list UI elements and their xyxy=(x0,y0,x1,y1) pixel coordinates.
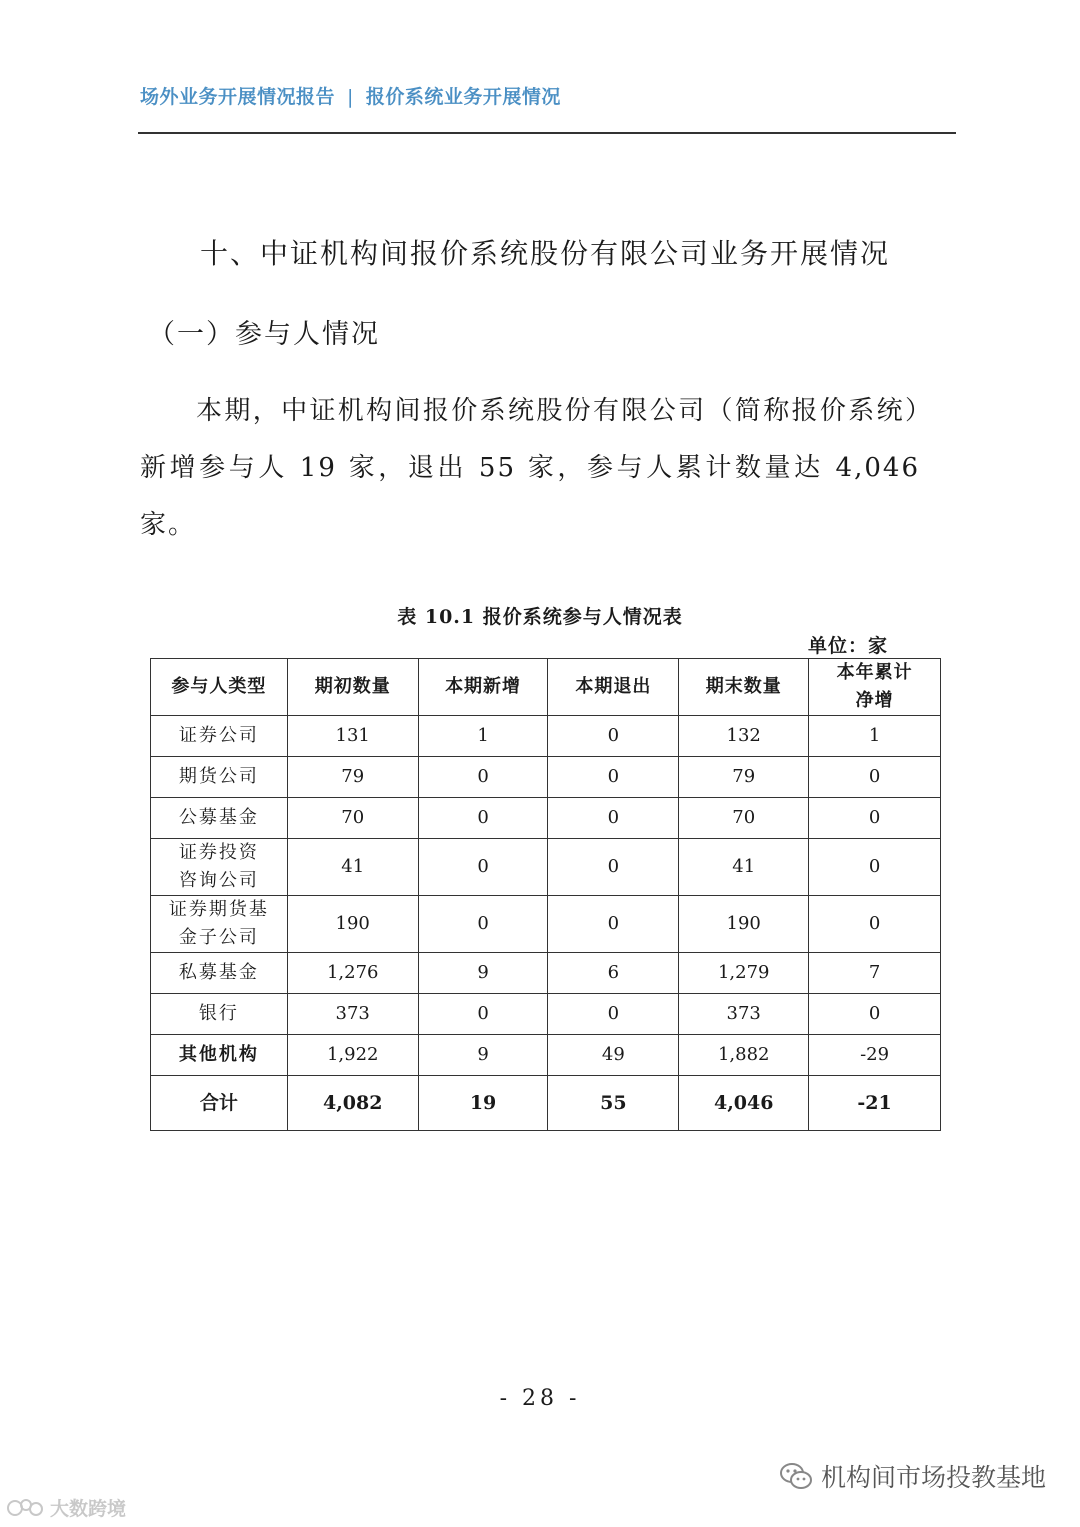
header-net-increase xyxy=(809,659,941,716)
cell-added: 9 xyxy=(418,1035,548,1076)
cell-closing: 70 xyxy=(679,798,809,839)
running-header xyxy=(140,82,561,109)
header-separator: | xyxy=(347,86,354,108)
cell-type: 公募基金 xyxy=(151,798,288,839)
cell-opening: 41 xyxy=(287,839,418,896)
participants-table xyxy=(150,658,941,1131)
cell-exited: 0 xyxy=(548,798,679,839)
cell-exited: 6 xyxy=(548,953,679,994)
cell-opening: 1,922 xyxy=(287,1035,418,1076)
cell-net: -29 xyxy=(809,1035,941,1076)
cell-type: 证券公司 xyxy=(151,716,288,757)
table-row xyxy=(151,757,941,798)
total-closing: 4,046 xyxy=(679,1076,809,1131)
table-unit-label: 单位：家 xyxy=(808,635,889,657)
cell-added: 0 xyxy=(418,757,548,798)
cell-exited: 0 xyxy=(548,994,679,1035)
cell-opening: 373 xyxy=(287,994,418,1035)
table-row xyxy=(151,1035,941,1076)
header-participant-type: 参与人类型 xyxy=(151,659,288,716)
header-exited-count: 本期退出 xyxy=(548,659,679,716)
table-row xyxy=(151,896,941,953)
cell-added: 0 xyxy=(418,798,548,839)
cell-closing: 1,882 xyxy=(679,1035,809,1076)
table-row xyxy=(151,716,941,757)
cell-closing: 41 xyxy=(679,839,809,896)
cell-net: 0 xyxy=(809,757,941,798)
header-divider xyxy=(138,132,956,134)
cell-type-line2: 咨询公司 xyxy=(178,870,259,891)
cell-type-line1: 证券投资 xyxy=(178,842,259,863)
page-number: - 28 - xyxy=(499,1386,581,1411)
cell-closing: 1,279 xyxy=(679,953,809,994)
cell-exited: 0 xyxy=(548,757,679,798)
total-opening: 4,082 xyxy=(287,1076,418,1131)
cell-exited: 0 xyxy=(548,839,679,896)
total-added: 19 xyxy=(418,1076,548,1131)
cell-type: 私募基金 xyxy=(151,953,288,994)
source-site-name: 大数跨境 xyxy=(50,1498,127,1520)
cell-net: 0 xyxy=(809,994,941,1035)
cell-opening: 131 xyxy=(287,716,418,757)
cell-closing: 79 xyxy=(679,757,809,798)
cell-closing: 132 xyxy=(679,716,809,757)
subsection-title: （一）参与人情况 xyxy=(148,319,380,350)
body-paragraph: 本期，中证机构间报价系统股份有限公司（简称报价系统）新增参与人 19 家，退出 55 家，参与人累计数量达 4,046 家。 xyxy=(140,396,920,540)
cell-added: 0 xyxy=(418,896,548,953)
cell-opening: 70 xyxy=(287,798,418,839)
cell-exited: 0 xyxy=(548,716,679,757)
table-header-row xyxy=(151,659,941,716)
cell-type xyxy=(151,896,288,953)
total-net: -21 xyxy=(809,1076,941,1131)
wechat-watermark xyxy=(779,1458,1046,1494)
cell-closing: 373 xyxy=(679,994,809,1035)
cell-closing: 190 xyxy=(679,896,809,953)
cell-net: 0 xyxy=(809,839,941,896)
cell-exited: 49 xyxy=(548,1035,679,1076)
table-row xyxy=(151,994,941,1035)
total-exited: 55 xyxy=(548,1076,679,1131)
cell-net: 1 xyxy=(809,716,941,757)
bubble-logo-icon xyxy=(6,1497,46,1519)
cell-opening: 79 xyxy=(287,757,418,798)
table-row xyxy=(151,798,941,839)
section-title: 十、中证机构间报价系统股份有限公司业务开展情况 xyxy=(200,237,891,270)
cell-added: 0 xyxy=(418,839,548,896)
header-net-line2: 净增 xyxy=(855,690,894,711)
cell-added: 9 xyxy=(418,953,548,994)
table-total-row xyxy=(151,1076,941,1131)
table-row xyxy=(151,953,941,994)
header-added-count: 本期新增 xyxy=(418,659,548,716)
cell-opening: 1,276 xyxy=(287,953,418,994)
cell-opening: 190 xyxy=(287,896,418,953)
cell-added: 1 xyxy=(418,716,548,757)
table-caption: 表 10.1 报价系统参与人情况表 xyxy=(397,606,683,628)
source-watermark xyxy=(6,1494,126,1521)
cell-net: 0 xyxy=(809,798,941,839)
cell-type: 其他机构 xyxy=(151,1035,288,1076)
table-row xyxy=(151,839,941,896)
total-label: 合计 xyxy=(151,1076,288,1131)
header-report-title: 场外业务开展情况报告 xyxy=(140,86,336,108)
cell-net: 7 xyxy=(809,953,941,994)
cell-added: 0 xyxy=(418,994,548,1035)
cell-type: 银行 xyxy=(151,994,288,1035)
cell-type-line2: 金子公司 xyxy=(178,927,259,948)
header-closing-count: 期末数量 xyxy=(679,659,809,716)
cell-type xyxy=(151,839,288,896)
cell-type-line1: 证券期货基 xyxy=(168,899,269,920)
wechat-icon xyxy=(779,1461,813,1491)
cell-exited: 0 xyxy=(548,896,679,953)
header-opening-count: 期初数量 xyxy=(287,659,418,716)
cell-net: 0 xyxy=(809,896,941,953)
wechat-account-name: 机构间市场投教基地 xyxy=(820,1463,1046,1492)
header-net-line1: 本年累计 xyxy=(836,662,913,683)
header-section-name: 报价系统业务开展情况 xyxy=(365,86,561,108)
cell-type: 期货公司 xyxy=(151,757,288,798)
